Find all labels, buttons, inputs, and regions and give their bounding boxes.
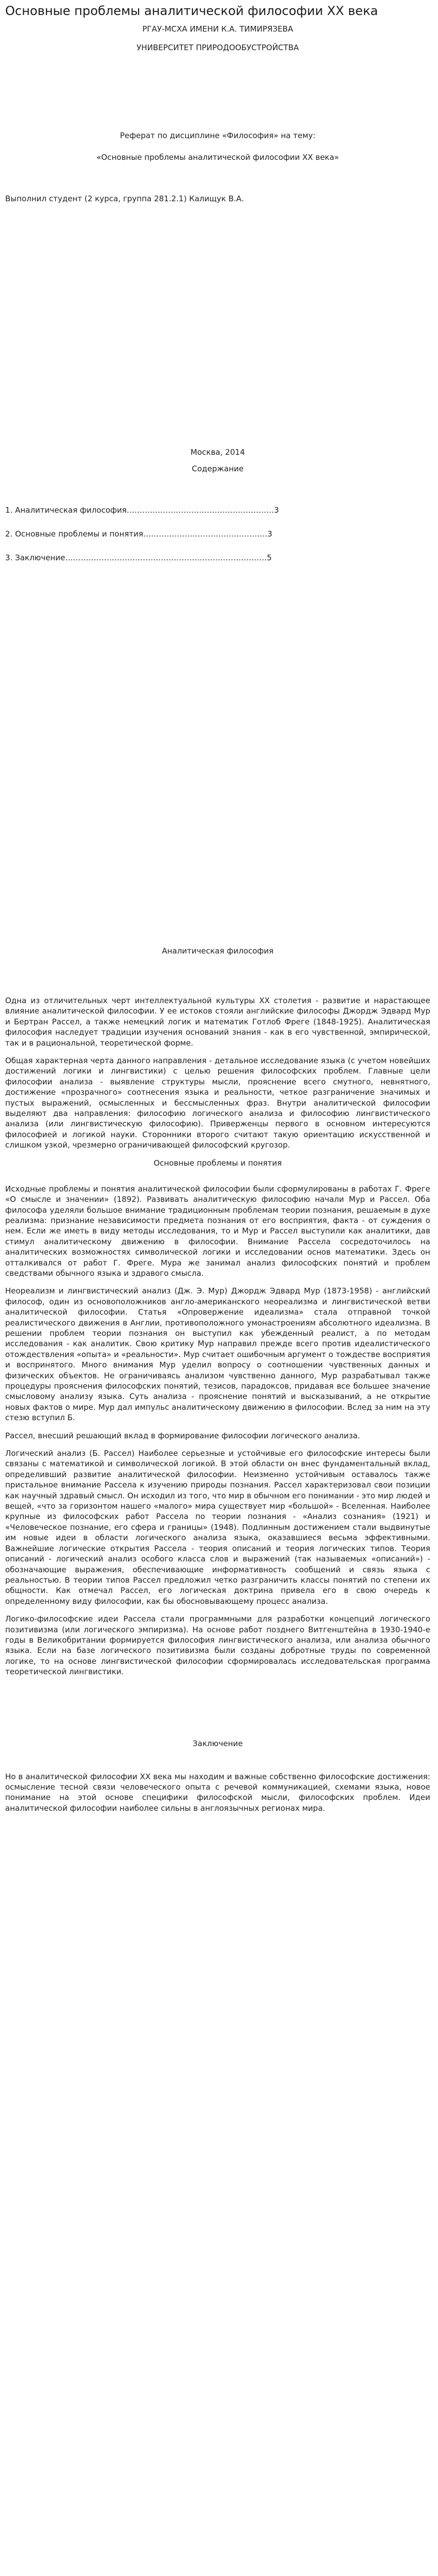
toc-item: 1. Аналитическая философия…………………………………………………3 xyxy=(5,505,279,515)
document-title: Основные проблемы аналитической философии XX века xyxy=(5,4,378,18)
referat-topic: «Основные проблемы аналитической философии XX века» xyxy=(96,153,339,162)
paragraph: Логический анализ (Б. Рассел) Наиболее серьезные и устойчивые его философские интересы были связаны с математикой и символической логикой. В этой области он внес фундаментальный вклад, определивший развитие аналитической философии. Неизменно устойчивым оставалось также пристальное внимание Рассела к изучению природы познания. Рассел характеризовал свои позиции как научный здравый смысл. Он исходил из того, что мир в обычном его понимании - это мир людей и вещей, «что за горизонтом нашего «малого» мира существует мир «большой» - Вселенная. Наиболее крупные из философских работ Рассела по теории познания - «Анализ сознания» (1921) и «Человеческое познание, его сфера и границы» (1948). Подлинным достижением стали выдвинутые им новые идеи в области логического анализа языка, оказавшиеся весьма эффективными. Важнейшие логические открытия Рассела - теория описаний и теория логических типов. Теория описаний - логический анализ особого класса слов и выражений (так называемых «описаний») - обозначающие выражения, обеспечивающие информативность сообщений и связь языка с реальностью. В теории типов Рассел предложил четко разграничить классы понятий по степени их общности. Как отмечал Рассел, его логическая доктрина привела его в свою очередь к определенному виду философии, как бы обосновывающему процесс анализа. xyxy=(5,1449,430,1606)
section-heading-conclusion: Заключение xyxy=(192,1738,243,1748)
city-year: Москва, 2014 xyxy=(190,448,245,457)
university-subtitle: УНИВЕРСИТЕТ ПРИРОДООБУСТРОЙСТВА xyxy=(137,43,299,52)
referat-block xyxy=(5,130,430,162)
document-page xyxy=(0,3,438,1813)
referat-line: Реферат по дисциплине «Философия» на тему: xyxy=(119,131,316,140)
university-name: РГАУ-МСХА ИМЕНИ К.А. ТИМИРЯЗЕВА xyxy=(142,24,293,34)
table-of-contents xyxy=(5,505,430,563)
paragraph: Но в аналитической философии XX века мы находим и важные собственно философские достижения: осмысление тесной связи человеческого опыта с речевой коммуникацией, схемами языка, новое понимание на этой основе специфики философской мысли, философских проблем. Идеи аналитической философии наиболее сильны в англоязычных регионах мира. xyxy=(5,1771,430,1813)
paragraph: Неореализм и лингвистический анализ (Дж. Э. Мур) Джордж Эдвард Мур (1873-1958) - английский философ, один из основоположников англо-американского неореализма и лингвистической ветви аналитической философии. Статья «Опровержение идеализма» стала отправной точкой реалистического движения в Англии, противоположного умонастроениям абсолютного идеализма. В решении проблем теории познания он выступил как убежденный реалист, а по методам исследования - как аналитик. Свою критику Мур направил прежде всего против идеалистического отождествления «опыта» и «реальности». Мур считает ошибочным аргумент о тождестве восприятия и воспринятого. Много внимания Мур уделил вопросу о соотношении чувственных данных и физических объектов. Не ограничиваясь анализом чувственно данного, Мур разрабатывал также процедуры прояснения философских понятий, тезисов, парадоксов, придавая все большее значение смысловому анализу языка. Суть анализа - прояснение понятий и высказываний, а не открытие новых фактов о мире. Мур дал импульс аналитическому движению в философии. Вслед за ним на эту стезю вступил Б. xyxy=(5,1286,430,1423)
section-heading-problems: Основные проблемы и понятия xyxy=(154,1158,282,1168)
paragraph: Одна из отличительных черт интеллектуальной культуры XX столетия - развитие и нарастающее влияние аналитической философии. У ее истоков стояли английские философы Джордж Эдвард Мур и Бертран Рассел, а также немецкий логик и математик Готлоб Фреге (1848-1925). Аналитическая философия наследует традиции изучения оснований знания - как в его чувственной, эмпирической, так и в рациональной, теоретической форме. xyxy=(5,996,430,1048)
section-heading-analytic-philosophy: Аналитическая философия xyxy=(162,946,274,956)
toc-item: 3. Заключение……………………………………………………………………5 xyxy=(5,553,272,562)
section-body xyxy=(5,1184,430,1677)
paragraph: Рассел, внесший решающий вклад в формирование философии логического анализа. xyxy=(5,1431,360,1440)
university-block xyxy=(5,24,430,53)
author-line: Выполнил студент (2 курса, группа 281.2.1) Калищук В.А. xyxy=(5,194,244,203)
paragraph: Общая характерная черта данного направления - детальное исследование языка (с учетом новейших достижений логики и лингвистики) с целью решения философских проблем. Главные цели философии анализа - выявление структуры мысли, прояснение всего смутного, невнятного, достижение «прозрачного» соотнесения языка и реальности, четкое разграничение значимых и пустых выражений, осмысленных и бессмысленных фраз. Внутри аналитической философии выделяют два направления: философию логического анализа и философию лингвистического анализа (или лингвистическую философию). Приверженцы первого в основном интересуются философией и логикой науки. Сторонники второго считают такую ориентацию искусственной и слишком узкой, чрезмерно ограничивающей философский кругозор. xyxy=(5,1056,430,1150)
paragraph: Исходные проблемы и понятия аналитической философии были сформулированы в работах Г. Фреге «О смысле и значении» (1892). Развивать аналитическую философию начали Мур и Рассел. Оба философа уделяли большое внимание традиционным проблемам теории познания, решаемым в духе реализма: признание независимости предмета познания от его восприятия, факта - от суждения о нем. Если же иметь в виду методы исследования, то и Мур и Рассел выступили как аналитики, дав стимул аналитическому движению в философии. Внимание Рассела сосредоточилось на аналитических возможностях символической логики и исследовании основ математики. Здесь он отталкивался от работ Г. Фреге. Мура же занимал анализ философских понятий и проблем сведствами обычного языка и здравого смысла. xyxy=(5,1184,430,1278)
section-body xyxy=(5,995,430,1151)
contents-heading: Содержание xyxy=(191,464,244,473)
section-body xyxy=(5,1771,430,1814)
paragraph: Логико-философские идеи Рассела стали программными для разработки концепций логического позитивизма (или логического эмпиризма). На основе работ позднего Витгенштейна в 1930-1940-е годы в Великобритании формируется философия лингвистического анализа, или анализа обычного языка. Если на базе логического позитивизма были созданы добротные труды по современной логике, то на основе лингвистической философии сформировалась исследовательская программа теоретической лингвистики. xyxy=(5,1614,430,1677)
city-block xyxy=(5,447,430,474)
toc-item: 2. Основные проблемы и понятия…………………………………………3 xyxy=(5,529,273,539)
